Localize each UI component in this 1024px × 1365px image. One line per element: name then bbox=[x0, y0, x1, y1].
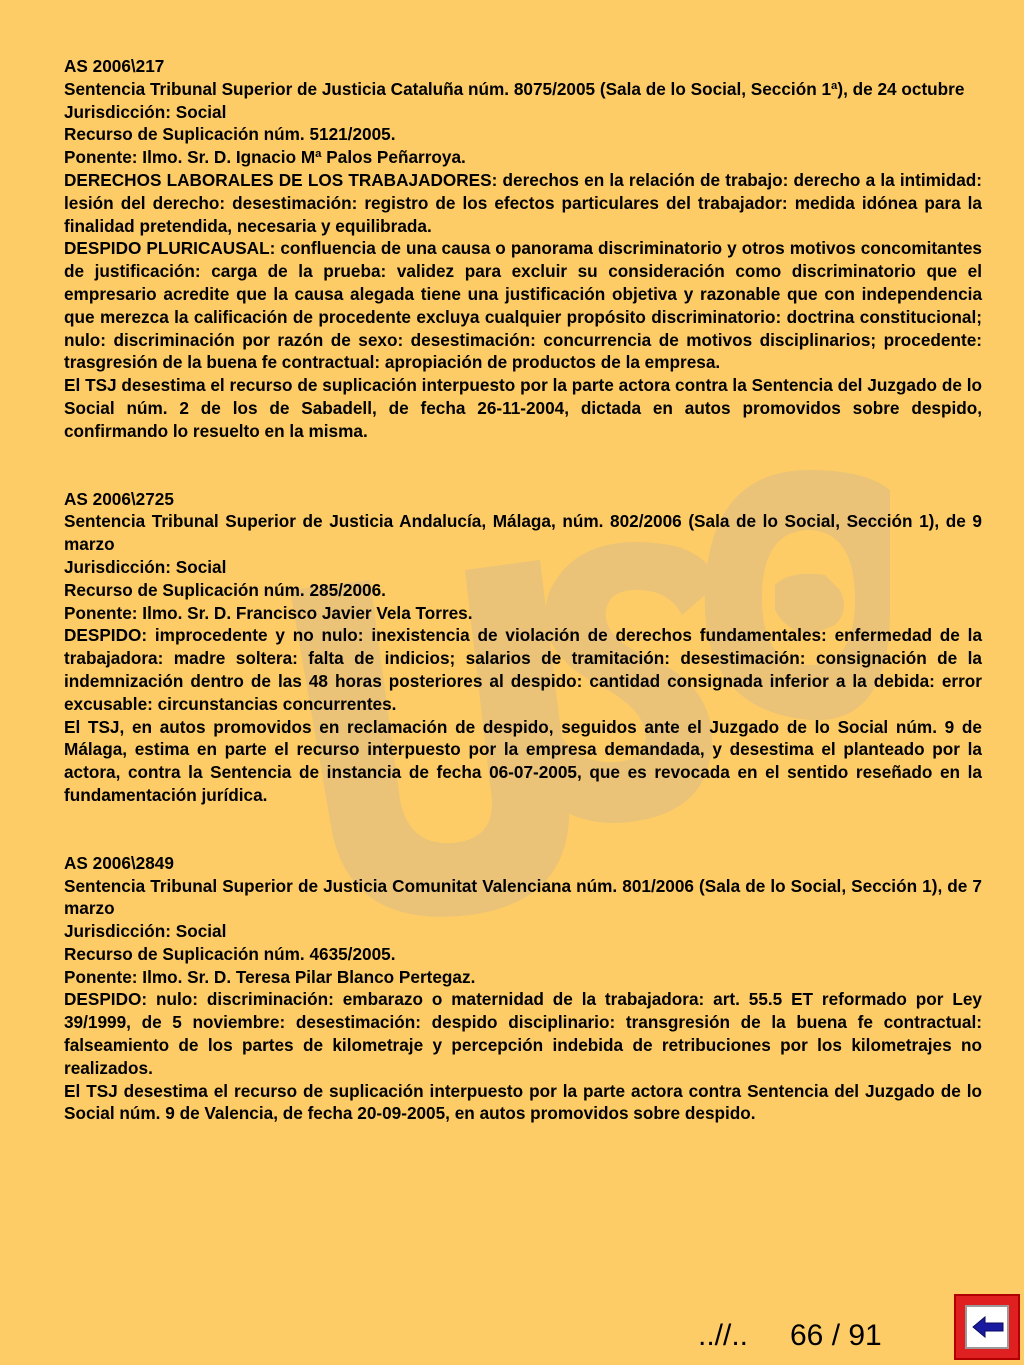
document-body bbox=[64, 55, 982, 1125]
case-summary: DERECHOS LABORALES DE LOS TRABAJADORES: derechos en la relación de trabajo: derecho a la intimidad: lesión del derecho: desestimación: registro de los efectos particulares del trabajador: medida idónea para la finalidad pretendida, necesaria y equilibrada. bbox=[64, 169, 982, 236]
back-button[interactable] bbox=[954, 1294, 1020, 1360]
case-court: Sentencia Tribunal Superior de Justicia Cataluña núm. 8075/2005 (Sala de lo Social, Sección 1ª), de 24 octubre bbox=[64, 78, 965, 99]
case-speaker: Ponente: Ilmo. Sr. D. Teresa Pilar Blanco Pertegaz. bbox=[64, 966, 476, 987]
case-reference: AS 2006\2725 bbox=[64, 488, 174, 509]
case-entry bbox=[64, 852, 982, 1126]
arrow-left-icon bbox=[971, 1315, 1005, 1339]
case-appeal: Recurso de Suplicación núm. 4635/2005. bbox=[64, 943, 396, 964]
case-ruling: El TSJ desestima el recurso de suplicación interpuesto por la parte actora contra Sentencia del Juzgado de lo Social núm. 9 de Valencia, de fecha 20-09-2005, en autos promovidos sobre despido. bbox=[64, 1080, 982, 1124]
case-summary: DESPIDO: improcedente y no nulo: inexistencia de violación de derechos fundamentales: enfermedad de la trabajadora: madre soltera: falta de indicios; salarios de tramitación: desestimación: consignación de la indemnización dentro de las 48 horas posteriores al despido: cantidad consignada inferior a la debida: error excusable: circunstancias concurrentes. bbox=[64, 625, 982, 714]
case-summary: DESPIDO: nulo: discriminación: embarazo o maternidad de la trabajadora: art. 55.5 ET reformado por Ley 39/1999, de 5 noviembre: desestimación: despido disciplinario: transgresión de la buena fe contractual: falseamiento de los partes de kilometraje y percepción indebida de retribuciones por los kilometrajes no realizados. bbox=[64, 989, 982, 1078]
case-summary: DESPIDO PLURICAUSAL: confluencia de una causa o panorama discriminatorio y otros motivos concomitantes de justificación: carga de la prueba: validez para excluir su consideración como discriminatorio que el empresario acredite que la causa alegada tiene una justificación objetiva y razonable que con independencia que merezca la calificación de procedente excluya cualquier propósito discriminatorio: doctrina constitucional; nulo: discriminación por razón de sexo: desestimación: concurrencia de motivos disciplinarios; procedente: trasgresión de la buena fe contractual: apropiación de productos de la empresa. bbox=[64, 238, 982, 373]
case-ruling: El TSJ desestima el recurso de suplicación interpuesto por la parte actora contra la Sentencia del Juzgado de lo Social núm. 2 de los de Sabadell, de fecha 26-11-2004, dictada en autos promovidos sobre despido, confirmando lo resuelto en la misma. bbox=[64, 375, 982, 441]
case-jurisdiction: Jurisdicción: Social bbox=[64, 921, 227, 942]
case-jurisdiction: Jurisdicción: Social bbox=[64, 101, 227, 122]
case-entry bbox=[64, 488, 982, 807]
continuation-marker: ..//.. bbox=[698, 1319, 749, 1352]
page-indicator: 66 / 91 bbox=[790, 1319, 882, 1352]
case-entry bbox=[64, 55, 982, 443]
case-appeal: Recurso de Suplicación núm. 285/2006. bbox=[64, 579, 386, 600]
case-appeal: Recurso de Suplicación núm. 5121/2005. bbox=[64, 124, 396, 145]
case-reference: AS 2006\217 bbox=[64, 56, 165, 76]
case-speaker: Ponente: Ilmo. Sr. D. Francisco Javier Vela Torres. bbox=[64, 602, 473, 623]
case-ruling: El TSJ, en autos promovidos en reclamación de despido, seguidos ante el Juzgado de lo Social núm. 9 de Málaga, estima en parte el recurso interpuesto por la empresa demandada, y desestima el planteado por la actora, contra la Sentencia de instancia de fecha 06-07-2005, que es revocada en el sentido reseñado en la fundamentación jurídica. bbox=[64, 716, 982, 805]
case-speaker: Ponente: Ilmo. Sr. D. Ignacio Mª Palos Peñarroya. bbox=[64, 147, 466, 168]
back-button-face bbox=[965, 1305, 1009, 1349]
case-jurisdiction: Jurisdicción: Social bbox=[64, 556, 227, 577]
case-court: Sentencia Tribunal Superior de Justicia Andalucía, Málaga, núm. 802/2006 (Sala de lo Social, Sección 1), de 9 marzo bbox=[64, 511, 982, 555]
case-reference: AS 2006\2849 bbox=[64, 852, 174, 873]
case-court: Sentencia Tribunal Superior de Justicia Comunitat Valenciana núm. 801/2006 (Sala de lo Social, Sección 1), de 7 marzo bbox=[64, 875, 982, 919]
